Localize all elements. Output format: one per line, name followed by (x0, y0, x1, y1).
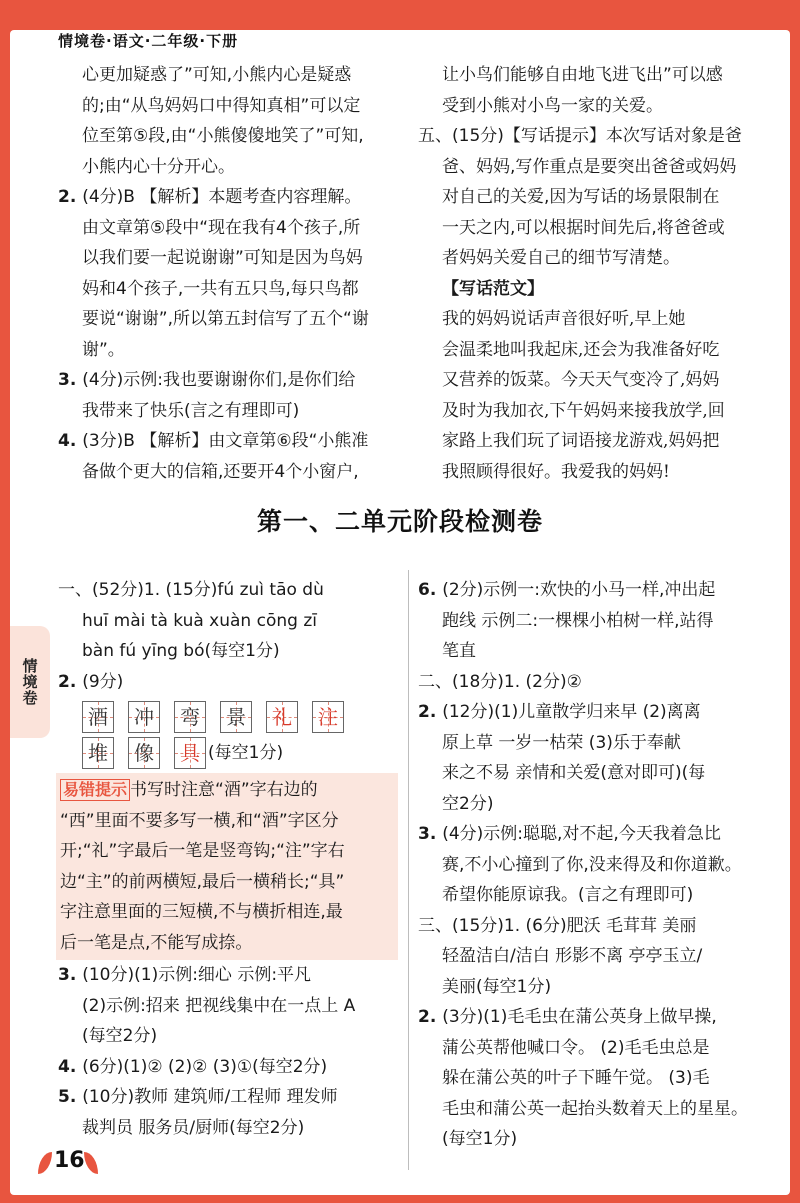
text-line (58, 1021, 398, 1052)
error-tip-tag: 易错提示 (60, 779, 130, 801)
bl-intro (58, 575, 398, 697)
text-line (418, 121, 778, 152)
error-tip-line: 开;“礼”字最后一笔是竖弯钩;“注”字右 (60, 841, 345, 861)
text-line (58, 304, 398, 335)
bottom-left-column (58, 575, 398, 1143)
line-text: 跑线 示例二:一棵棵小柏树一样,站得 (442, 610, 714, 631)
item-number: 2. (58, 187, 83, 207)
text-line (418, 91, 778, 122)
line-text: 又营养的饭菜。今天天气变冷了,妈妈 (442, 370, 720, 390)
char-grid-cell (220, 701, 252, 733)
error-tip-first-line: 书写时注意“酒”字右边的 (130, 780, 318, 800)
line-text: 受到小熊对小鸟一家的关爱。 (442, 95, 663, 116)
text-line (418, 575, 778, 606)
text-line (418, 152, 778, 183)
text-line (58, 182, 398, 213)
line-text: 我带来了快乐(言之有理即可) (82, 400, 300, 421)
text-line (418, 457, 778, 488)
text-line (58, 1052, 398, 1083)
top-right-column (418, 60, 778, 487)
text-line (58, 667, 398, 698)
text-line (418, 274, 778, 305)
item-number: 4. (58, 1056, 83, 1077)
line-text: 妈和4个孩子,一共有五只鸟,每只鸟都 (82, 278, 359, 299)
grid-character: 像 (134, 740, 154, 765)
top-left-column (58, 60, 398, 487)
line-text: 一天之内,可以根据时间先后,将爸爸或 (442, 217, 725, 238)
text-line (58, 636, 398, 667)
line-text: 五、(15分)【写话提示】本次写话对象是爸 (418, 126, 742, 146)
line-text: (4分)示例:我也要谢谢你们,是你们给 (82, 370, 356, 390)
text-line (418, 758, 778, 789)
line-text: 我的妈妈说话声音很好听,早上她 (442, 309, 686, 329)
text-line (58, 426, 398, 457)
text-line (58, 991, 398, 1022)
text-line (418, 60, 778, 91)
line-text: 及时为我加衣,下午妈妈来接我放学,回 (442, 400, 725, 421)
leaf-left-decoration (38, 1152, 52, 1174)
error-tip-line: 边“主”的前两横短,最后一横稍长;“具” (60, 871, 345, 892)
text-line (58, 213, 398, 244)
item-number: 3. (418, 824, 443, 844)
line-text: 裁判员 服务员/厨师(每空2分) (82, 1117, 305, 1138)
text-line (418, 667, 778, 698)
column-divider (408, 570, 409, 1170)
line-text: (12分)(1)儿童散学归来早 (2)离离 (442, 702, 701, 722)
char-grid-cell (128, 737, 160, 769)
char-grid-cell (174, 737, 206, 769)
line-text: (每空2分) (82, 1026, 158, 1046)
text-line (58, 1082, 398, 1113)
line-text: 谢”。 (82, 339, 125, 360)
line-text: 爸、妈妈,写作重点是要突出爸爸或妈妈 (442, 156, 737, 177)
line-text: 躲在蒲公英的叶子下睡午觉。 (3)毛 (442, 1068, 710, 1088)
grid-character: 弯 (180, 704, 200, 729)
error-tip-line: 字注意里面的三短横,不与横折相连,最 (60, 902, 343, 922)
char-grid-row-1 (58, 701, 398, 733)
text-line (58, 335, 398, 366)
grid-character: 冲 (134, 704, 154, 729)
grid-character: 堆 (88, 740, 108, 765)
grid-character: 具 (180, 740, 200, 765)
leaf-right-decoration (84, 1152, 98, 1174)
text-line (418, 426, 778, 457)
text-line (418, 182, 778, 213)
char-grid-cell (312, 701, 344, 733)
text-line (58, 606, 398, 637)
text-line (418, 636, 778, 667)
item-number: 3. (58, 965, 83, 985)
text-line (418, 728, 778, 759)
text-line (418, 697, 778, 728)
line-text: 者妈妈关爱自己的细节写清楚。 (442, 248, 680, 268)
text-line (58, 243, 398, 274)
text-line (418, 1033, 778, 1064)
line-text: 轻盈洁白/洁白 形影不离 亭亭玉立/ (442, 946, 703, 966)
text-line (418, 1094, 778, 1125)
page-header: 情境卷·语文·二年级·下册 (58, 32, 239, 50)
line-text: (每空1分) (442, 1129, 518, 1149)
text-line (58, 575, 398, 606)
item-number: 3. (58, 370, 83, 390)
text-line (58, 1113, 398, 1144)
text-line (418, 365, 778, 396)
text-line (58, 60, 398, 91)
line-text: (3分)B 【解析】由文章第⑥段“小熊准 (82, 431, 369, 451)
grid-note: (每空1分) (208, 742, 284, 763)
line-text: 会温柔地叫我起床,还会为我准备好吃 (442, 339, 720, 360)
line-text: 备做个更大的信箱,还要开4个小窗户, (82, 461, 359, 482)
item-number: 4. (58, 431, 83, 451)
text-line (58, 365, 398, 396)
line-text: 赛,不小心撞到了你,没来得及和你道歉。 (442, 854, 742, 875)
line-text: 一、(52分)1. (15分)fú zuì tāo dù (58, 580, 324, 600)
char-grid-cell (266, 701, 298, 733)
text-line (418, 941, 778, 972)
text-line (418, 880, 778, 911)
line-text: 希望你能原谅我。(言之有理即可) (442, 885, 694, 905)
item-number: 5. (58, 1087, 83, 1107)
error-tip-lines (60, 806, 394, 959)
line-text: 【写话范文】 (442, 278, 544, 299)
line-text: (10分)(1)示例:细心 示例:平凡 (82, 965, 312, 985)
side-tab: 情境卷 (10, 626, 50, 738)
page-number: 16 (54, 1148, 85, 1173)
text-line (58, 960, 398, 991)
line-text: 由文章第⑤段中“现在我有4个孩子,所 (82, 217, 361, 238)
answer-page (10, 30, 790, 1195)
text-line (418, 213, 778, 244)
line-text: 笔直 (442, 641, 476, 661)
error-tip-box (56, 773, 398, 960)
line-text: 原上草 一岁一枯荣 (3)乐于奉献 (442, 732, 681, 753)
grid-character: 酒 (88, 704, 108, 729)
line-text: 三、(15分)1. (6分)肥沃 毛茸茸 美丽 (418, 915, 697, 936)
line-text: 蒲公英帮他喊口令。 (2)毛毛虫总是 (442, 1037, 710, 1058)
char-grid-cell (174, 701, 206, 733)
grid-character: 礼 (272, 704, 292, 729)
text-line (418, 1063, 778, 1094)
grid-character: 景 (226, 704, 246, 729)
line-text: 二、(18分)1. (2分)② (418, 671, 582, 692)
text-line (58, 457, 398, 488)
char-grid-cell (82, 737, 114, 769)
line-text: (9分) (82, 671, 124, 692)
line-text: 我照顾得很好。我爱我的妈妈! (442, 461, 670, 482)
line-text: (4分)B 【解析】本题考查内容理解。 (82, 187, 362, 207)
text-line (418, 335, 778, 366)
line-text: 家路上我们玩了词语接龙游戏,妈妈把 (442, 431, 720, 451)
item-number: 6. (418, 580, 443, 600)
line-text: (10分)教师 建筑师/工程师 理发师 (82, 1087, 338, 1107)
line-text: 要说“谢谢”,所以第五封信写了五个“谢 (82, 309, 369, 329)
text-line (418, 1002, 778, 1033)
item-number: 2. (58, 671, 83, 692)
char-grid-row-2 (58, 737, 398, 769)
text-line (418, 850, 778, 881)
char-grid-cell (82, 701, 114, 733)
line-text: (2分)示例一:欢快的小马一样,冲出起 (442, 580, 716, 600)
text-line (418, 819, 778, 850)
bottom-right-column (418, 575, 778, 1155)
grid-character: 注 (318, 704, 338, 729)
line-text: bàn fú yīng bó(每空1分) (82, 641, 280, 661)
line-text: 小熊内心十分开心。 (82, 156, 235, 177)
bl-rest (58, 960, 398, 1143)
text-line (418, 1124, 778, 1155)
section-title: 第一、二单元阶段检测卷 (256, 507, 543, 536)
text-line (58, 152, 398, 183)
error-tip-line: 后一笔是点,不能写成捺。 (60, 932, 253, 953)
error-tip-line: “西”里面不要多写一横,和“酒”字区分 (60, 810, 339, 831)
text-line (58, 121, 398, 152)
text-line (58, 274, 398, 305)
line-text: 美丽(每空1分) (442, 976, 552, 997)
line-text: (2)示例:招来 把视线集中在一点上 A (82, 995, 356, 1016)
line-text: 以我们要一起说谢谢”可知是因为鸟妈 (82, 248, 363, 268)
text-line (418, 396, 778, 427)
text-line (418, 789, 778, 820)
text-line (418, 972, 778, 1003)
line-text: (4分)示例:聪聪,对不起,今天我着急比 (442, 824, 721, 844)
line-text: 的;由“从鸟妈妈口中得知真相”可以定 (82, 95, 361, 116)
line-text: (3分)(1)毛毛虫在蒲公英身上做早操, (442, 1007, 717, 1027)
line-text: 位至第⑤段,由“小熊傻傻地笑了”可知, (82, 126, 364, 146)
item-number: 2. (418, 702, 443, 722)
line-text: (6分)(1)② (2)② (3)①(每空2分) (82, 1056, 328, 1077)
line-text: 来之不易 亲情和关爱(意对即可)(每 (442, 763, 706, 783)
line-text: 心更加疑惑了”可知,小熊内心是疑惑 (82, 65, 352, 85)
item-number: 2. (418, 1007, 443, 1027)
line-text: 毛虫和蒲公英一起抬头数着天上的星星。 (442, 1098, 748, 1119)
line-text: huī mài tà kuà xuàn cōng zī (82, 610, 317, 631)
line-text: 让小鸟们能够自由地飞进飞出”可以感 (442, 65, 723, 85)
text-line (58, 396, 398, 427)
char-grid-cell (128, 701, 160, 733)
text-line (418, 911, 778, 942)
line-text: 空2分) (442, 793, 494, 814)
text-line (418, 304, 778, 335)
text-line (418, 606, 778, 637)
line-text: 对自己的关爱,因为写话的场景限制在 (442, 187, 720, 207)
text-line (418, 243, 778, 274)
text-line (58, 91, 398, 122)
